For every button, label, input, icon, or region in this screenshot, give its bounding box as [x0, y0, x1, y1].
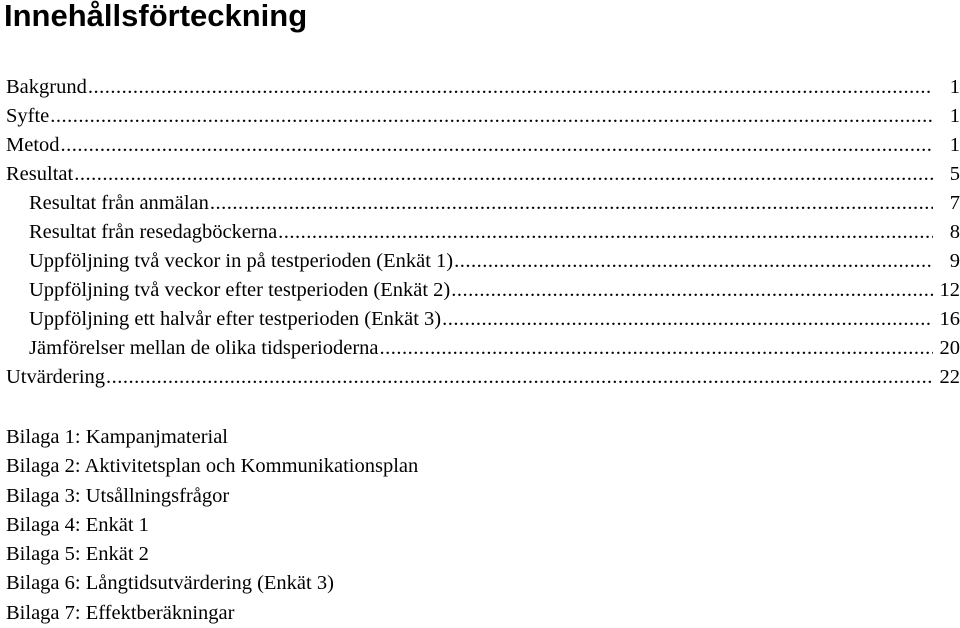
toc-entry-label: Resultat från resedagböckerna — [29, 221, 278, 243]
toc-leader-dots — [210, 189, 933, 218]
appendix-list — [6, 423, 418, 628]
toc-entry-label: Bakgrund — [6, 76, 87, 98]
toc-entry-enkat-2[interactable] — [6, 276, 960, 305]
toc-page-number: 5 — [949, 163, 960, 185]
appendix-item: Bilaga 3: Utsållningsfrågor — [6, 484, 230, 507]
toc-entry-label: Jämförelser mellan de olika tidsperioderna — [29, 337, 379, 359]
toc-entry-label: Resultat — [6, 163, 74, 185]
toc-entry-enkat-3[interactable] — [6, 305, 960, 334]
toc-leader-dots — [106, 363, 933, 392]
toc-page-number: 12 — [939, 279, 960, 301]
toc-leader-dots — [74, 160, 933, 189]
toc-entry-resultat-resedagbocker[interactable] — [6, 218, 960, 247]
toc-entry-utvardering[interactable] — [6, 363, 960, 392]
toc-page-number: 1 — [949, 134, 960, 156]
toc-entry-label: Uppföljning två veckor efter testperioden (Enkät 2) — [29, 279, 451, 301]
toc-page-number: 1 — [949, 76, 960, 98]
appendix-item: Bilaga 5: Enkät 2 — [6, 543, 149, 566]
appendix-item: Bilaga 6: Långtidsutvärdering (Enkät 3) — [6, 572, 334, 595]
toc-entry-jamforelser[interactable] — [6, 334, 960, 363]
toc-leader-dots — [451, 276, 933, 305]
toc-page-number: 7 — [949, 192, 960, 214]
toc-page-number: 16 — [939, 308, 960, 330]
toc-leader-dots — [278, 218, 933, 247]
toc-entry-resultat[interactable] — [6, 160, 960, 189]
toc-entry-enkat-1[interactable] — [6, 247, 960, 276]
toc-leader-dots — [454, 247, 933, 276]
toc-entry-label: Syfte — [6, 105, 50, 127]
page-title: Innehållsförteckning — [4, 0, 308, 33]
table-of-contents — [6, 73, 960, 392]
appendix-item: Bilaga 4: Enkät 1 — [6, 513, 149, 536]
toc-leader-dots — [442, 305, 933, 334]
toc-leader-dots — [380, 334, 933, 363]
toc-entry-label: Metod — [6, 134, 60, 156]
toc-page-number: 22 — [939, 366, 960, 388]
toc-page-number: 9 — [949, 250, 960, 272]
toc-entry-label: Resultat från anmälan — [29, 192, 209, 214]
toc-page-number: 1 — [949, 105, 960, 127]
toc-entry-syfte[interactable] — [6, 102, 960, 131]
appendix-item: Bilaga 7: Effektberäkningar — [6, 601, 235, 624]
toc-entry-resultat-anmalan[interactable] — [6, 189, 960, 218]
appendix-item: Bilaga 1: Kampanjmaterial — [6, 426, 229, 448]
toc-leader-dots — [50, 102, 933, 131]
toc-leader-dots — [61, 131, 933, 160]
toc-page-number: 8 — [949, 221, 960, 243]
toc-entry-bakgrund[interactable] — [6, 73, 960, 102]
toc-page-number: 20 — [939, 337, 960, 359]
appendix-item: Bilaga 2: Aktivitetsplan och Kommunikationsplan — [6, 455, 419, 478]
toc-entry-label: Uppföljning ett halvår efter testperioden (Enkät 3) — [29, 308, 442, 330]
toc-leader-dots — [88, 73, 933, 102]
toc-entry-metod[interactable] — [6, 131, 960, 160]
toc-entry-label: Utvärdering — [6, 366, 106, 388]
toc-entry-label: Uppföljning två veckor in på testperioden (Enkät 1) — [29, 250, 454, 272]
